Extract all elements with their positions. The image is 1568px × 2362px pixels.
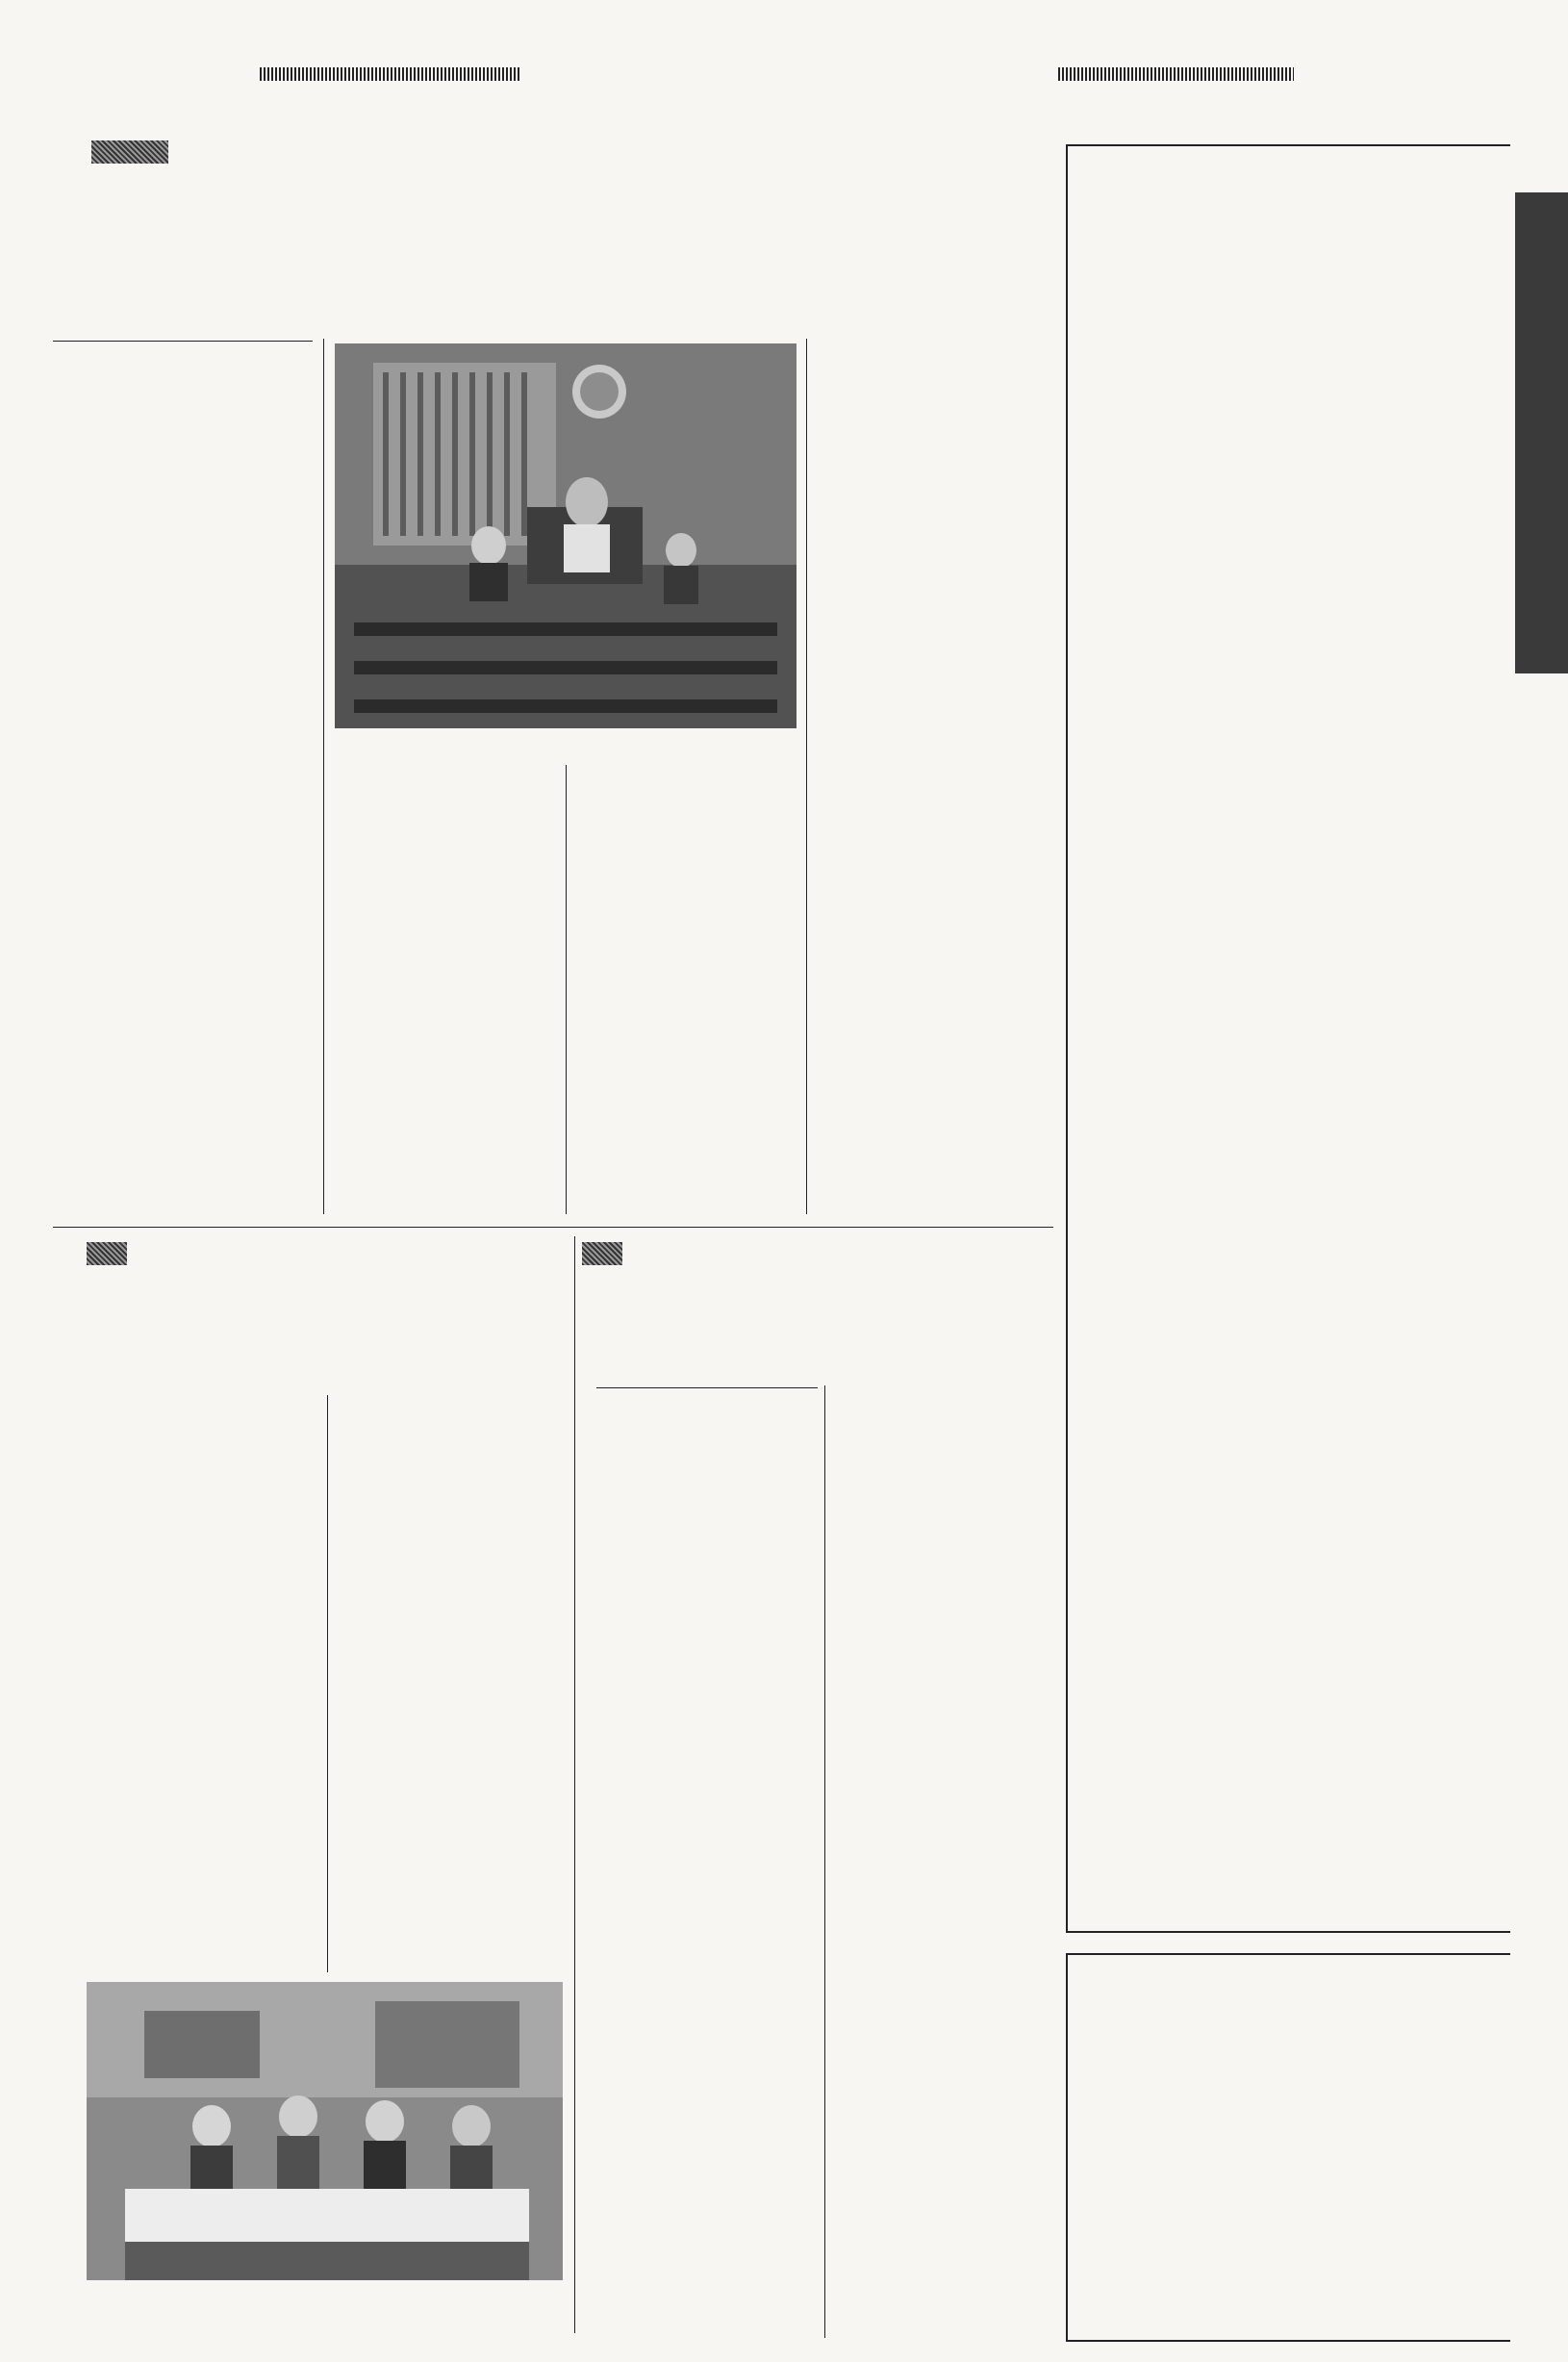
- sidebar-roles: [1066, 1953, 1510, 2342]
- column-rule: [327, 1395, 328, 1972]
- sindone-col-1: [584, 1412, 815, 2338]
- photo-speaker-illustration: [335, 343, 797, 728]
- sidebar-roles-body: [1068, 1961, 1510, 1967]
- kicker-bar: [91, 140, 168, 164]
- column-rule: [824, 1385, 825, 2338]
- diaspora-col-1: [87, 1395, 317, 1972]
- column-rule: [566, 765, 567, 1214]
- main-byline: [53, 339, 313, 342]
- sidebar-decisions: [1066, 144, 1510, 1933]
- photo-commission-illustration: [87, 1982, 563, 2280]
- diaspora-kicker: [87, 1236, 140, 1267]
- main-col-3: [575, 765, 797, 1214]
- main-col-1: [53, 368, 313, 1214]
- column-rule: [574, 1236, 575, 2333]
- photo-commission: [87, 1982, 563, 2280]
- kicker-bar: [582, 1242, 622, 1265]
- sindone-col-2: [834, 1385, 1055, 2338]
- sindone-kicker: [582, 1236, 636, 1267]
- edge-photo: [1515, 192, 1568, 673]
- masthead-hatch-left: [260, 67, 519, 81]
- edge-text-bottom: [1515, 1203, 1568, 2338]
- sidebar-decisions-body: [1068, 152, 1510, 156]
- photo-speaker: [335, 343, 797, 728]
- masthead-hatch-right: [1058, 67, 1294, 81]
- diaspora-col-2: [337, 1395, 563, 1972]
- main-col-4: [816, 343, 1051, 1214]
- masthead: [48, 21, 1534, 96]
- section-divider: [53, 1227, 1053, 1228]
- kicker-bar: [87, 1242, 127, 1265]
- sindone-byline: [596, 1385, 818, 1388]
- column-rule: [806, 339, 807, 1214]
- column-rule: [323, 339, 324, 1214]
- edge-text-top: [1515, 688, 1568, 967]
- main-col-2: [335, 765, 556, 1214]
- main-kicker: [91, 135, 1053, 165]
